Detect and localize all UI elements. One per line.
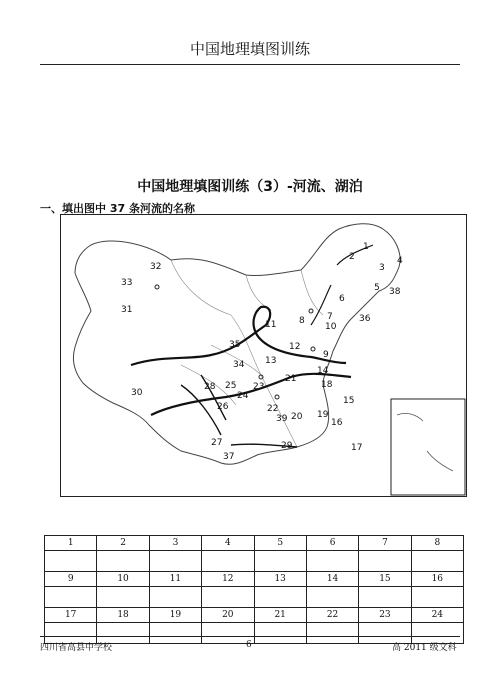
map-label: 27 bbox=[211, 438, 223, 448]
map-label: 16 bbox=[331, 418, 343, 428]
table-row bbox=[45, 572, 464, 587]
answer-cell[interactable] bbox=[306, 623, 358, 644]
table-cell: 3 bbox=[149, 536, 201, 551]
map-label: 11 bbox=[265, 320, 277, 330]
map-label: 32 bbox=[150, 262, 162, 272]
table-cell: 1 bbox=[45, 536, 97, 551]
table-cell: 15 bbox=[359, 572, 411, 587]
table-cell: 24 bbox=[411, 608, 463, 623]
page-title: 中国地理填图训练（3）-河流、湖泊 bbox=[137, 179, 363, 195]
footer-rule bbox=[40, 636, 460, 637]
answer-cell[interactable] bbox=[149, 551, 201, 572]
answer-cell[interactable] bbox=[149, 587, 201, 608]
table-cell: 14 bbox=[306, 572, 358, 587]
answer-cell[interactable] bbox=[202, 587, 254, 608]
answer-cell[interactable] bbox=[411, 551, 463, 572]
answer-cell[interactable] bbox=[411, 587, 463, 608]
table-cell: 9 bbox=[45, 572, 97, 587]
map-label: 18 bbox=[321, 380, 333, 390]
table-cell: 17 bbox=[45, 608, 97, 623]
answer-cell[interactable] bbox=[149, 623, 201, 644]
map-label: 37 bbox=[223, 452, 235, 462]
map-label: 30 bbox=[131, 388, 143, 398]
map-label: 39 bbox=[276, 414, 288, 424]
table-cell: 10 bbox=[97, 572, 149, 587]
map-label: 33 bbox=[121, 278, 133, 288]
answer-cell[interactable] bbox=[254, 587, 306, 608]
map-label: 19 bbox=[317, 410, 329, 420]
map-label: 4 bbox=[397, 256, 403, 266]
answer-cell[interactable] bbox=[45, 551, 97, 572]
map-label: 31 bbox=[121, 305, 133, 315]
map-label: 21 bbox=[285, 374, 297, 384]
map-label: 6 bbox=[339, 294, 345, 304]
table-cell: 4 bbox=[202, 536, 254, 551]
answer-cell[interactable] bbox=[202, 551, 254, 572]
map-label: 22 bbox=[267, 404, 279, 414]
answer-cell[interactable] bbox=[97, 587, 149, 608]
section-heading: 一、填出图中 37 条河流的名称 bbox=[40, 202, 195, 215]
map-label: 26 bbox=[217, 402, 229, 412]
map-label: 24 bbox=[237, 391, 249, 401]
map-label: 5 bbox=[374, 283, 380, 293]
table-row bbox=[45, 608, 464, 623]
answer-cell[interactable] bbox=[254, 623, 306, 644]
china-river-map bbox=[60, 214, 467, 497]
answer-cell[interactable] bbox=[359, 551, 411, 572]
table-cell: 22 bbox=[306, 608, 358, 623]
answer-cell[interactable] bbox=[306, 551, 358, 572]
map-label: 3 bbox=[379, 263, 385, 273]
table-cell: 23 bbox=[359, 608, 411, 623]
map-label: 7 bbox=[327, 312, 333, 322]
map-label: 17 bbox=[351, 443, 363, 453]
map-label: 12 bbox=[289, 342, 301, 352]
answer-cell[interactable] bbox=[306, 587, 358, 608]
footer-school: 四川省高县中学校 bbox=[40, 643, 113, 653]
answer-cell[interactable] bbox=[45, 587, 97, 608]
map-label: 25 bbox=[225, 381, 237, 391]
answer-table bbox=[44, 535, 464, 644]
table-answer-row bbox=[45, 551, 464, 572]
table-cell: 6 bbox=[306, 536, 358, 551]
table-cell: 7 bbox=[359, 536, 411, 551]
table-cell: 2 bbox=[97, 536, 149, 551]
map-label: 1 bbox=[363, 242, 369, 252]
map-label: 23 bbox=[253, 382, 265, 392]
table-cell: 21 bbox=[254, 608, 306, 623]
map-label: 9 bbox=[323, 350, 329, 360]
map-label: 15 bbox=[343, 396, 355, 406]
table-cell: 8 bbox=[411, 536, 463, 551]
map-label: 2 bbox=[349, 252, 355, 262]
map-label: 8 bbox=[299, 316, 305, 326]
answer-cell[interactable] bbox=[359, 587, 411, 608]
map-label: 36 bbox=[359, 314, 371, 324]
map-label: 10 bbox=[325, 322, 337, 332]
map-label: 20 bbox=[291, 412, 303, 422]
answer-cell[interactable] bbox=[254, 551, 306, 572]
table-cell: 5 bbox=[254, 536, 306, 551]
table-cell: 19 bbox=[149, 608, 201, 623]
map-label: 38 bbox=[389, 287, 401, 297]
table-cell: 12 bbox=[202, 572, 254, 587]
map-label: 34 bbox=[233, 360, 245, 370]
table-row bbox=[45, 536, 464, 551]
table-cell: 16 bbox=[411, 572, 463, 587]
footer-page-number: 6 bbox=[246, 640, 252, 650]
map-label: 35 bbox=[229, 340, 241, 350]
table-cell: 13 bbox=[254, 572, 306, 587]
page-header-title: 中国地理填图训练 bbox=[189, 40, 310, 58]
answer-cell[interactable] bbox=[97, 551, 149, 572]
map-label: 13 bbox=[265, 356, 277, 366]
footer-class: 高 2011 级文科 bbox=[392, 643, 457, 653]
table-cell: 11 bbox=[149, 572, 201, 587]
map-label: 28 bbox=[204, 382, 216, 392]
map-label: 14 bbox=[317, 366, 329, 376]
table-cell: 20 bbox=[202, 608, 254, 623]
table-cell: 18 bbox=[97, 608, 149, 623]
map-label: 29 bbox=[281, 441, 293, 451]
header-rule bbox=[40, 64, 460, 65]
table-answer-row bbox=[45, 587, 464, 608]
